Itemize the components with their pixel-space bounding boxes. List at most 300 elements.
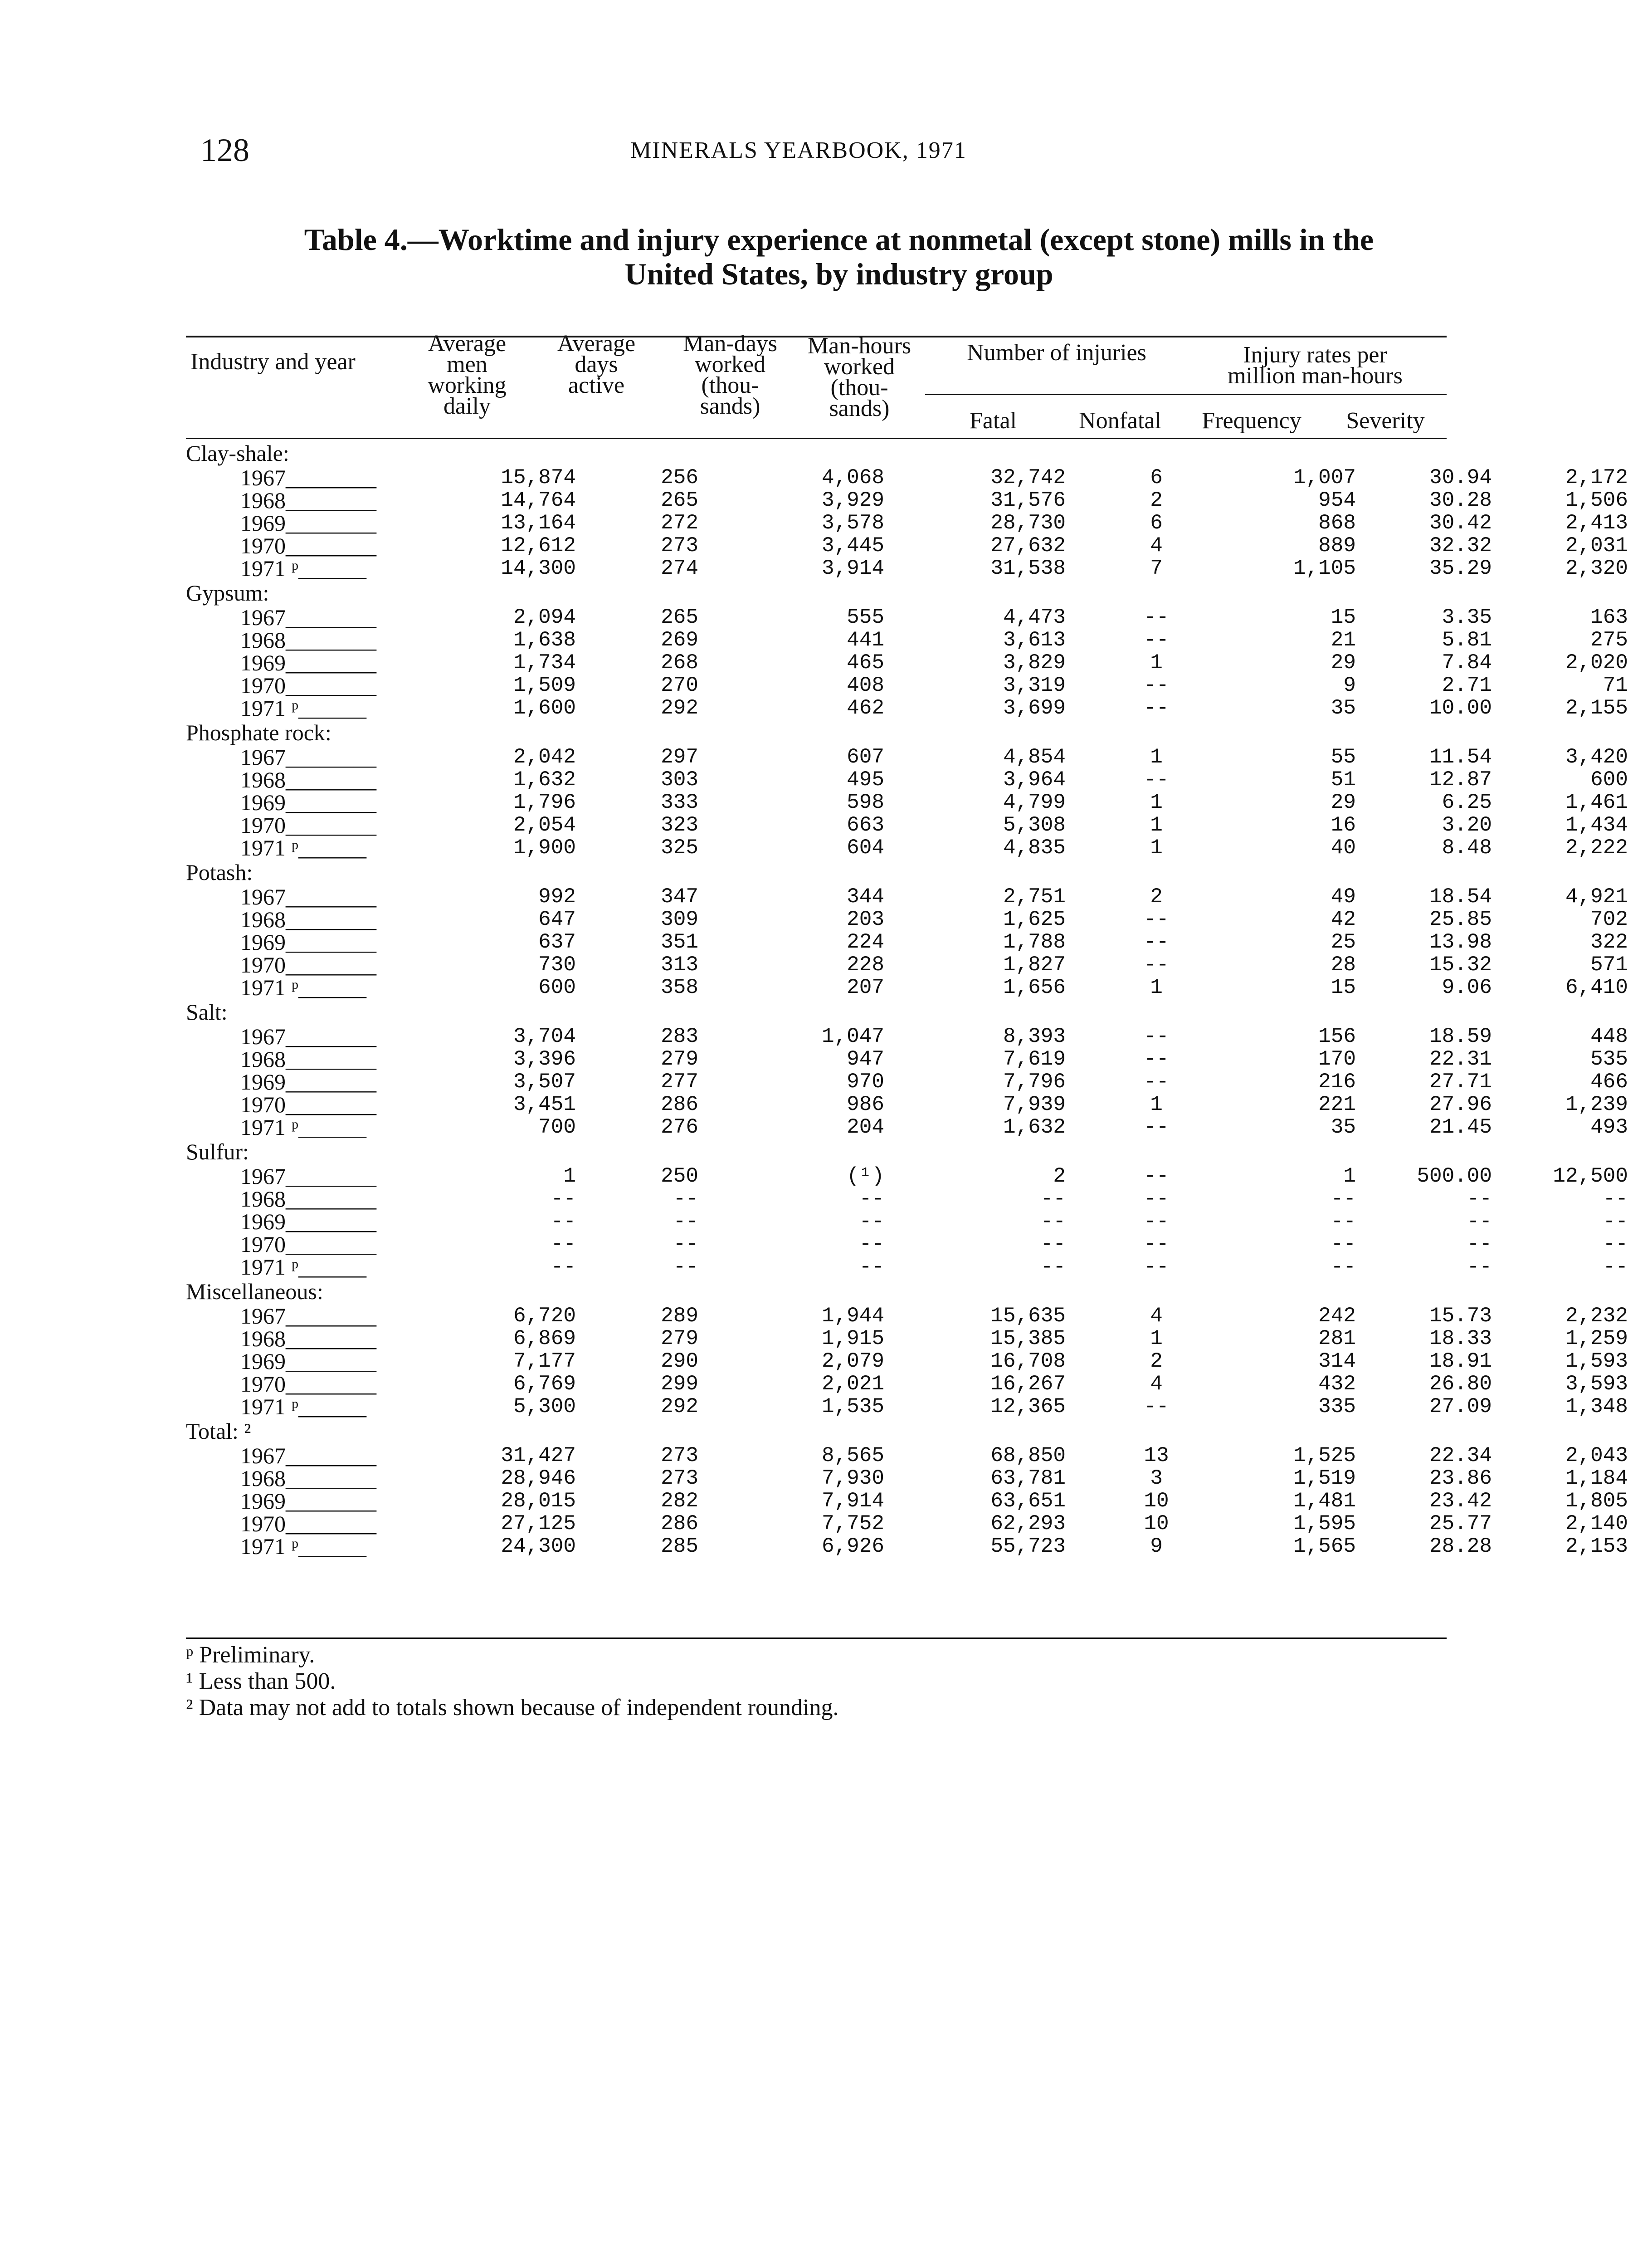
cell-days: 265	[661, 489, 698, 512]
cell-fatal: --	[1144, 953, 1169, 977]
cell-days: 273	[661, 1466, 698, 1490]
cell-nonfatal: 15	[1331, 606, 1356, 629]
cell-freq: --	[1467, 1210, 1492, 1233]
cell-freq: --	[1467, 1255, 1492, 1279]
cell-men: 6,720	[513, 1304, 576, 1328]
cell-year: 1968________	[240, 627, 376, 653]
cell-sev: 71	[1603, 674, 1628, 697]
table-title-line-1: Table 4.—Worktime and injury experience at nonmetal (except stone) mills in the	[304, 222, 1374, 257]
cell-manhours: 55,723	[990, 1535, 1066, 1558]
cell-fatal: 2	[1150, 1349, 1163, 1373]
cell-year: 1970________	[240, 673, 376, 698]
cell-nonfatal: 1,007	[1293, 466, 1356, 489]
cell-days: 265	[661, 606, 698, 629]
cell-year: 1968________	[240, 488, 376, 513]
cell-fatal: --	[1144, 696, 1169, 720]
cell-nonfatal: 170	[1318, 1047, 1356, 1071]
cell-mandays: (¹)	[847, 1164, 884, 1188]
table-row	[186, 835, 1628, 860]
cell-men: 6,769	[513, 1372, 576, 1396]
cell-freq: 27.96	[1429, 1093, 1492, 1116]
table-row	[186, 1069, 1628, 1095]
table-row	[186, 744, 1628, 770]
cell-manhours: 4,854	[1003, 745, 1066, 769]
cell-year: 1969________	[240, 1209, 376, 1234]
cell-year: 1969________	[240, 1069, 376, 1095]
cell-year: 1971 ᵖ______	[240, 1394, 367, 1419]
cell-men: 5,300	[513, 1395, 576, 1418]
cell-fatal: --	[1144, 1025, 1169, 1048]
cell-fatal: 13	[1144, 1444, 1169, 1467]
cell-manhours: 31,538	[990, 557, 1066, 580]
cell-mandays: 3,445	[821, 534, 884, 557]
cell-freq: 32.32	[1429, 534, 1492, 557]
cell-year: 1971 ᵖ______	[240, 835, 367, 860]
cell-manhours: 15,385	[990, 1327, 1066, 1350]
cell-mandays: 7,752	[821, 1512, 884, 1535]
cell-sev: 1,259	[1565, 1327, 1628, 1350]
cell-mandays: 462	[847, 696, 884, 720]
cell-days: 277	[661, 1070, 698, 1094]
cell-men: 7,177	[513, 1349, 576, 1373]
cell-nonfatal: --	[1331, 1210, 1356, 1233]
cell-freq: 23.86	[1429, 1466, 1492, 1490]
cell-year: 1967________	[240, 1303, 376, 1329]
cell-nonfatal: --	[1331, 1232, 1356, 1256]
cell-sev: 2,140	[1565, 1512, 1628, 1535]
cell-fatal: 10	[1144, 1512, 1169, 1535]
table-row	[186, 1209, 1628, 1234]
cell-freq: 10.00	[1429, 696, 1492, 720]
cell-freq: 18.33	[1429, 1327, 1492, 1350]
table-row	[186, 1443, 1628, 1468]
cell-sev: 2,172	[1565, 466, 1628, 489]
cell-men: 14,300	[501, 557, 576, 580]
cell-manhours: 31,576	[990, 489, 1066, 512]
cell-men: 2,094	[513, 606, 576, 629]
cell-freq: 3.35	[1442, 606, 1492, 629]
cell-freq: 27.09	[1429, 1395, 1492, 1418]
cell-fatal: 4	[1150, 534, 1163, 557]
cell-nonfatal: 15	[1331, 976, 1356, 999]
cell-fatal: 6	[1150, 511, 1163, 535]
cell-fatal: 2	[1150, 885, 1163, 909]
cell-year: 1969________	[240, 1349, 376, 1374]
group-label: Phosphate rock:	[186, 720, 331, 745]
cell-fatal: --	[1144, 768, 1169, 792]
cell-freq: 13.98	[1429, 930, 1492, 954]
cell-mandays: 1,047	[821, 1025, 884, 1048]
cell-mandays: 1,535	[821, 1395, 884, 1418]
cell-year: 1967________	[240, 1443, 376, 1468]
table-row	[186, 1186, 1628, 1212]
cell-days: --	[673, 1255, 698, 1279]
cell-manhours: 28,730	[990, 511, 1066, 535]
cell-days: 269	[661, 628, 698, 652]
cell-freq: 15.73	[1429, 1304, 1492, 1328]
cell-year: 1971 ᵖ______	[240, 1254, 367, 1280]
cell-days: 325	[661, 836, 698, 860]
table-row	[186, 1303, 1628, 1329]
cell-nonfatal: 29	[1331, 791, 1356, 814]
cell-year: 1968________	[240, 907, 376, 932]
cell-sev: 3,593	[1565, 1372, 1628, 1396]
cell-manhours: 63,651	[990, 1489, 1066, 1513]
header-severity: Severity	[1346, 408, 1425, 434]
cell-mandays: 4,068	[821, 466, 884, 489]
table-row	[186, 650, 1628, 675]
cell-year: 1971 ᵖ______	[240, 695, 367, 721]
cell-year: 1967________	[240, 884, 376, 909]
cell-sev: 163	[1590, 606, 1628, 629]
cell-mandays: 465	[847, 651, 884, 675]
cell-days: 270	[661, 674, 698, 697]
cell-mandays: --	[859, 1210, 884, 1233]
cell-manhours: 3,319	[1003, 674, 1066, 697]
cell-manhours: 1,632	[1003, 1115, 1066, 1139]
cell-nonfatal: 1,105	[1293, 557, 1356, 580]
cell-manhours: 1,827	[1003, 953, 1066, 977]
cell-sev: --	[1603, 1232, 1628, 1256]
cell-freq: 2.71	[1442, 674, 1492, 697]
table-row	[186, 1254, 1628, 1280]
cell-year: 1968________	[240, 1186, 376, 1212]
cell-manhours: 1,625	[1003, 908, 1066, 931]
cell-mandays: 3,578	[821, 511, 884, 535]
table-row	[186, 1534, 1628, 1559]
cell-days: 282	[661, 1489, 698, 1513]
cell-fatal: --	[1144, 908, 1169, 931]
cell-manhours: 68,850	[990, 1444, 1066, 1467]
cell-manhours: 4,799	[1003, 791, 1066, 814]
cell-fatal: 1	[1150, 1327, 1163, 1350]
cell-year: 1968________	[240, 1466, 376, 1491]
cell-days: 290	[661, 1349, 698, 1373]
cell-year: 1970________	[240, 1092, 376, 1117]
cell-fatal: --	[1144, 1210, 1169, 1233]
cell-sev: 322	[1590, 930, 1628, 954]
cell-men: 637	[538, 930, 576, 954]
cell-mandays: 947	[847, 1047, 884, 1071]
cell-nonfatal: 954	[1318, 489, 1356, 512]
cell-nonfatal: 432	[1318, 1372, 1356, 1396]
table-row	[186, 1349, 1628, 1374]
cell-days: 292	[661, 1395, 698, 1418]
cell-nonfatal: --	[1331, 1255, 1356, 1279]
cell-manhours: 16,708	[990, 1349, 1066, 1373]
cell-sev: 2,222	[1565, 836, 1628, 860]
cell-men: 730	[538, 953, 576, 977]
cell-men: 12,612	[501, 534, 576, 557]
cell-manhours: 7,619	[1003, 1047, 1066, 1071]
cell-mandays: 1,915	[821, 1327, 884, 1350]
cell-nonfatal: 242	[1318, 1304, 1356, 1328]
table-row	[186, 1394, 1628, 1419]
cell-freq: 15.32	[1429, 953, 1492, 977]
cell-fatal: --	[1144, 1164, 1169, 1188]
cell-freq: 35.29	[1429, 557, 1492, 580]
cell-men: 992	[538, 885, 576, 909]
cell-days: 299	[661, 1372, 698, 1396]
table-row	[186, 673, 1628, 698]
cell-year: 1969________	[240, 650, 376, 675]
table-body	[186, 440, 1628, 1559]
table-row	[186, 929, 1628, 955]
cell-manhours: 7,939	[1003, 1093, 1066, 1116]
cell-year: 1969________	[240, 790, 376, 815]
page-number: 128	[200, 132, 249, 168]
table-row	[186, 1024, 1628, 1049]
cell-manhours: 1,656	[1003, 976, 1066, 999]
cell-mandays: 3,914	[821, 557, 884, 580]
cell-manhours: --	[1040, 1255, 1066, 1279]
cell-men: --	[551, 1187, 576, 1211]
cell-fatal: 6	[1150, 466, 1163, 489]
header-average-days: Average days active	[557, 331, 636, 398]
cell-men: 14,764	[501, 489, 576, 512]
cell-freq: 30.42	[1429, 511, 1492, 535]
footnote-preliminary: ᵖ Preliminary.	[186, 1642, 315, 1668]
cell-fatal: 9	[1150, 1535, 1163, 1558]
cell-manhours: 3,964	[1003, 768, 1066, 792]
cell-sev: 2,020	[1565, 651, 1628, 675]
cell-year: 1970________	[240, 1371, 376, 1397]
header-average-men: Average men working daily	[428, 331, 507, 419]
cell-days: 279	[661, 1327, 698, 1350]
cell-mandays: 986	[847, 1093, 884, 1116]
cell-mandays: 663	[847, 813, 884, 837]
cell-fatal: 10	[1144, 1489, 1169, 1513]
cell-year: 1971 ᵖ______	[240, 556, 367, 581]
cell-fatal: --	[1144, 1047, 1169, 1071]
cell-fatal: --	[1144, 930, 1169, 954]
cell-sev: 1,239	[1565, 1093, 1628, 1116]
cell-men: 1,600	[513, 696, 576, 720]
cell-days: 272	[661, 511, 698, 535]
cell-men: 28,015	[501, 1489, 576, 1513]
cell-manhours: 16,267	[990, 1372, 1066, 1396]
cell-nonfatal: 16	[1331, 813, 1356, 837]
group-label: Gypsum:	[186, 580, 269, 606]
header-fatal: Fatal	[970, 408, 1017, 434]
table-row	[186, 884, 1628, 909]
cell-mandays: 6,926	[821, 1535, 884, 1558]
cell-men: 1,734	[513, 651, 576, 675]
cell-sev: 12,500	[1553, 1164, 1628, 1188]
cell-fatal: --	[1144, 1255, 1169, 1279]
cell-year: 1970________	[240, 533, 376, 558]
cell-nonfatal: 49	[1331, 885, 1356, 909]
header-nonfatal: Nonfatal	[1079, 408, 1161, 434]
cell-sev: 702	[1590, 908, 1628, 931]
cell-nonfatal: 35	[1331, 696, 1356, 720]
cell-manhours: 1,788	[1003, 930, 1066, 954]
cell-manhours: 4,473	[1003, 606, 1066, 629]
cell-freq: --	[1467, 1232, 1492, 1256]
cell-men: 647	[538, 908, 576, 931]
cell-sev: 1,184	[1565, 1466, 1628, 1490]
cell-freq: 9.06	[1442, 976, 1492, 999]
cell-nonfatal: 35	[1331, 1115, 1356, 1139]
cell-men: 3,396	[513, 1047, 576, 1071]
cell-manhours: 62,293	[990, 1512, 1066, 1535]
cell-sev: 4,921	[1565, 885, 1628, 909]
cell-fatal: 4	[1150, 1304, 1163, 1328]
cell-freq: 12.87	[1429, 768, 1492, 792]
cell-days: 276	[661, 1115, 698, 1139]
cell-days: 309	[661, 908, 698, 931]
cell-fatal: --	[1144, 674, 1169, 697]
cell-sev: 1,805	[1565, 1489, 1628, 1513]
cell-days: 283	[661, 1025, 698, 1048]
cell-nonfatal: 281	[1318, 1327, 1356, 1350]
cell-sev: 2,031	[1565, 534, 1628, 557]
group-label: Clay-shale:	[186, 440, 289, 466]
cell-freq: 8.48	[1442, 836, 1492, 860]
cell-nonfatal: 29	[1331, 651, 1356, 675]
cell-year: 1970________	[240, 1511, 376, 1536]
table-row	[186, 627, 1628, 653]
cell-freq: 500.00	[1417, 1164, 1492, 1188]
cell-sev: 1,593	[1565, 1349, 1628, 1373]
cell-mandays: 7,930	[821, 1466, 884, 1490]
cell-days: 268	[661, 651, 698, 675]
cell-mandays: 344	[847, 885, 884, 909]
footnotes	[186, 1642, 838, 1721]
cell-year: 1969________	[240, 929, 376, 955]
cell-days: 303	[661, 768, 698, 792]
cell-men: 3,507	[513, 1070, 576, 1094]
cell-freq: 22.34	[1429, 1444, 1492, 1467]
cell-manhours: 2	[1053, 1164, 1066, 1188]
table-row	[186, 695, 1628, 721]
cell-mandays: 598	[847, 791, 884, 814]
cell-sev: 6,410	[1565, 976, 1628, 999]
cell-sev: 275	[1590, 628, 1628, 652]
cell-fatal: --	[1144, 606, 1169, 629]
header-frequency: Frequency	[1202, 408, 1301, 434]
cell-fatal: 4	[1150, 1372, 1163, 1396]
table-row	[186, 790, 1628, 815]
table-row	[186, 1232, 1628, 1257]
cell-men: 1	[563, 1164, 576, 1188]
table-row	[186, 605, 1628, 630]
group-label: Sulfur:	[186, 1139, 249, 1164]
cell-nonfatal: 42	[1331, 908, 1356, 931]
cell-manhours: 7,796	[1003, 1070, 1066, 1094]
cell-year: 1967________	[240, 744, 376, 770]
cell-nonfatal: --	[1331, 1187, 1356, 1211]
header-number-of-injuries: Number of injuries	[967, 340, 1146, 366]
cell-year: 1968________	[240, 767, 376, 792]
cell-freq: 3.20	[1442, 813, 1492, 837]
cell-mandays: 1,944	[821, 1304, 884, 1328]
running-title: MINERALS YEARBOOK, 1971	[630, 137, 967, 163]
cell-men: 2,042	[513, 745, 576, 769]
cell-men: --	[551, 1255, 576, 1279]
cell-men: 24,300	[501, 1535, 576, 1558]
table-row	[186, 952, 1628, 978]
table-row	[186, 975, 1628, 1000]
cell-freq: 28.28	[1429, 1535, 1492, 1558]
cell-fatal: 1	[1150, 976, 1163, 999]
cell-manhours: 15,635	[990, 1304, 1066, 1328]
table-title	[245, 222, 1433, 291]
cell-days: 323	[661, 813, 698, 837]
table-row	[186, 907, 1628, 932]
group-label: Potash:	[186, 860, 253, 885]
cell-freq: 7.84	[1442, 651, 1492, 675]
cell-days: 274	[661, 557, 698, 580]
cell-year: 1970________	[240, 1232, 376, 1257]
table-row	[186, 1326, 1628, 1351]
cell-nonfatal: 1,519	[1293, 1466, 1356, 1490]
cell-sev: 571	[1590, 953, 1628, 977]
cell-nonfatal: 216	[1318, 1070, 1356, 1094]
header-man-hours: Man-hours worked (thou- sands)	[807, 333, 911, 421]
cell-days: 250	[661, 1164, 698, 1188]
table-row	[186, 1046, 1628, 1072]
cell-nonfatal: 55	[1331, 745, 1356, 769]
cell-fatal: 2	[1150, 489, 1163, 512]
cell-mandays: 2,021	[821, 1372, 884, 1396]
table-row	[186, 812, 1628, 838]
cell-manhours: 12,365	[990, 1395, 1066, 1418]
cell-men: 15,874	[501, 466, 576, 489]
injury-subheader-rule	[925, 394, 1447, 395]
cell-fatal: --	[1144, 1232, 1169, 1256]
cell-mandays: 408	[847, 674, 884, 697]
header-bottom-rule	[186, 438, 1447, 439]
cell-nonfatal: 21	[1331, 628, 1356, 652]
cell-mandays: 7,914	[821, 1489, 884, 1513]
cell-men: 2,054	[513, 813, 576, 837]
cell-nonfatal: 1,565	[1293, 1535, 1356, 1558]
cell-manhours: --	[1040, 1187, 1066, 1211]
cell-fatal: 1	[1150, 1093, 1163, 1116]
table-row	[186, 1114, 1628, 1140]
cell-mandays: --	[859, 1232, 884, 1256]
cell-men: 13,164	[501, 511, 576, 535]
header-industry-year: Industry and year	[190, 349, 356, 375]
cell-year: 1967________	[240, 465, 376, 490]
cell-men: 28,946	[501, 1466, 576, 1490]
cell-mandays: --	[859, 1187, 884, 1211]
cell-sev: 448	[1590, 1025, 1628, 1048]
table-row	[186, 1488, 1628, 1514]
cell-year: 1971 ᵖ______	[240, 1534, 367, 1559]
cell-nonfatal: 9	[1343, 674, 1356, 697]
header-man-days: Man-days worked (thou- sands)	[683, 331, 777, 419]
cell-sev: 1,506	[1565, 489, 1628, 512]
cell-days: 333	[661, 791, 698, 814]
cell-manhours: 3,613	[1003, 628, 1066, 652]
cell-year: 1970________	[240, 812, 376, 838]
cell-sev: 1,434	[1565, 813, 1628, 837]
cell-fatal: 1	[1150, 813, 1163, 837]
cell-nonfatal: 221	[1318, 1093, 1356, 1116]
cell-freq: 5.81	[1442, 628, 1492, 652]
cell-men: 1,509	[513, 674, 576, 697]
cell-manhours: 4,835	[1003, 836, 1066, 860]
cell-manhours: 3,829	[1003, 651, 1066, 675]
cell-year: 1971 ᵖ______	[240, 975, 367, 1000]
cell-sev: 3,420	[1565, 745, 1628, 769]
cell-mandays: 204	[847, 1115, 884, 1139]
cell-mandays: 555	[847, 606, 884, 629]
cell-freq: --	[1467, 1187, 1492, 1211]
cell-sev: 2,043	[1565, 1444, 1628, 1467]
